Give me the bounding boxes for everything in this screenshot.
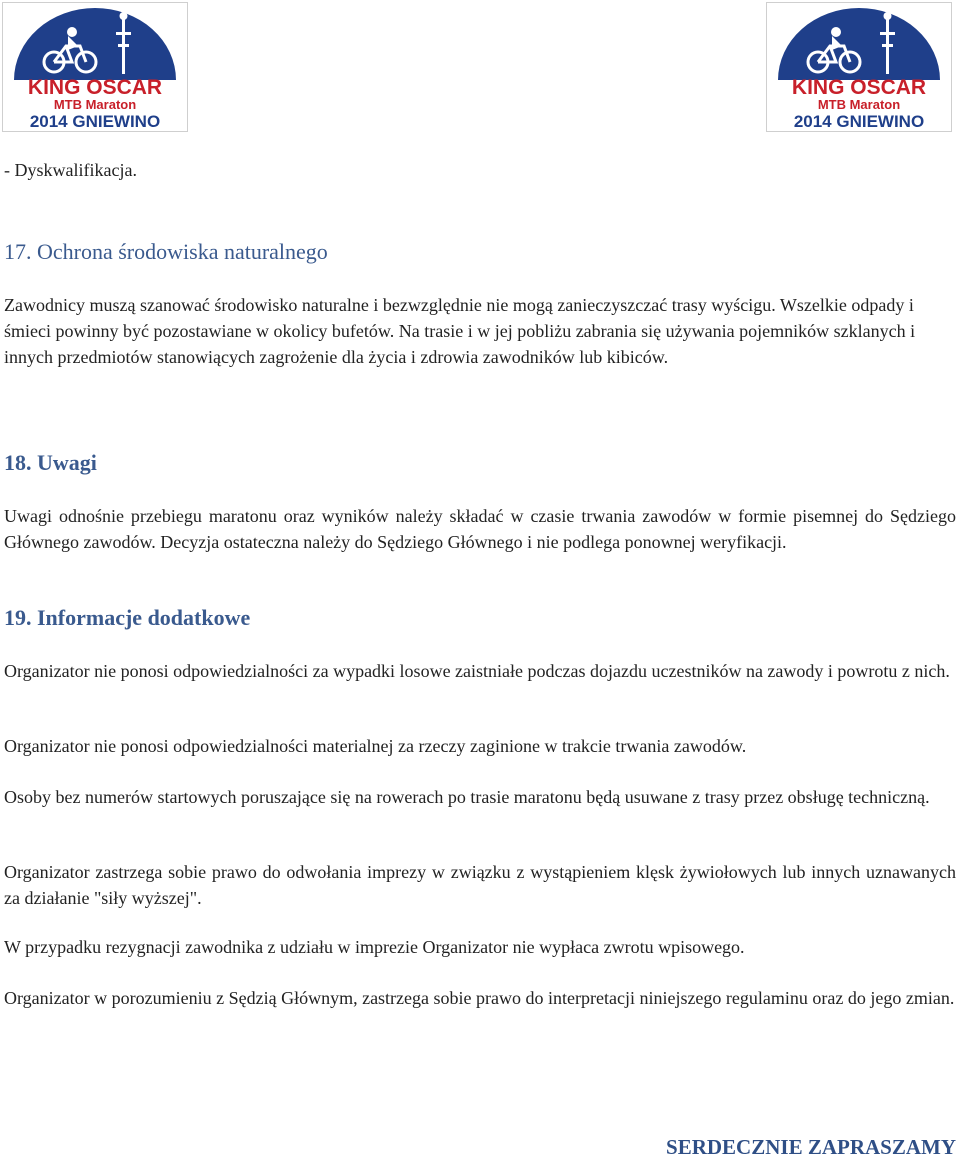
disqualification-line: - Dyskwalifikacja. bbox=[4, 160, 137, 180]
section-19-paragraph: Osoby bez numerów startowych poruszające się na rowerach po trasie maratonu będą usuwane z trasy przez obsługę techniczną. bbox=[4, 787, 930, 807]
section-heading-19: 19. Informacje dodatkowe bbox=[4, 605, 251, 630]
logo-line1: KING OSCAR bbox=[791, 76, 927, 99]
logo-line3: 2014 GNIEWINO bbox=[793, 112, 925, 131]
section-19-paragraph: Organizator nie ponosi odpowiedzialności za wypadki losowe zaistniałe podczas dojazdu uczestników na zawody i powrotu z nich. bbox=[4, 661, 950, 681]
logo-line2: MTB Maraton bbox=[53, 97, 137, 112]
section-19-paragraph: Organizator zastrzega sobie prawo do odwołania imprezy w związku z wystąpieniem klęsk żywiołowych lub innych uznawanych za działanie "siły wyższej". bbox=[4, 862, 956, 908]
logo-line3: 2014 GNIEWINO bbox=[29, 112, 161, 131]
section-17-paragraph: Zawodnicy muszą szanować środowisko naturalne i bezwzględnie nie mogą zanieczyszczać trasy wyścigu. Wszelkie odpady i śmieci powinny być pozostawiane w okolicy bufetów. Na trasie i w jej pobliżu zabrania się używania pojemników szklanych i innych przedmiotów stanowiących zagrożenie dla życia i zdrowia zawodników lub kibiców. bbox=[4, 295, 916, 367]
logo-line1: KING OSCAR bbox=[27, 76, 163, 99]
section-heading-17: 17. Ochrona środowiska naturalnego bbox=[4, 239, 328, 264]
logo-graphic bbox=[766, 2, 952, 132]
section-19-paragraph: Organizator w porozumieniu z Sędzią Głównym, zastrzega sobie prawo do interpretacji niniejszego regulaminu oraz do jego zmian. bbox=[4, 988, 955, 1008]
event-logo-left bbox=[2, 2, 188, 132]
section-19-paragraph: W przypadku rezygnacji zawodnika z udziału w imprezie Organizator nie wypłaca zwrotu wpisowego. bbox=[4, 937, 745, 957]
event-logo-right bbox=[766, 2, 952, 132]
logo-graphic bbox=[2, 2, 188, 132]
section-19-paragraph: Organizator nie ponosi odpowiedzialności materialnej za rzeczy zaginione w trakcie trwania zawodów. bbox=[4, 736, 747, 756]
closing-invitation: SERDECZNIE ZAPRASZAMY bbox=[666, 1135, 956, 1159]
section-18-paragraph: Uwagi odnośnie przebiegu maratonu oraz wyników należy składać w czasie trwania zawodów w formie pisemnej do Sędziego Głównego zawodów. Decyzja ostateczna należy do Sędziego Głównego i nie podlega ponownej weryfikacji. bbox=[4, 506, 956, 552]
section-heading-18: 18. Uwagi bbox=[4, 450, 97, 475]
logo-line2: MTB Maraton bbox=[817, 97, 901, 112]
